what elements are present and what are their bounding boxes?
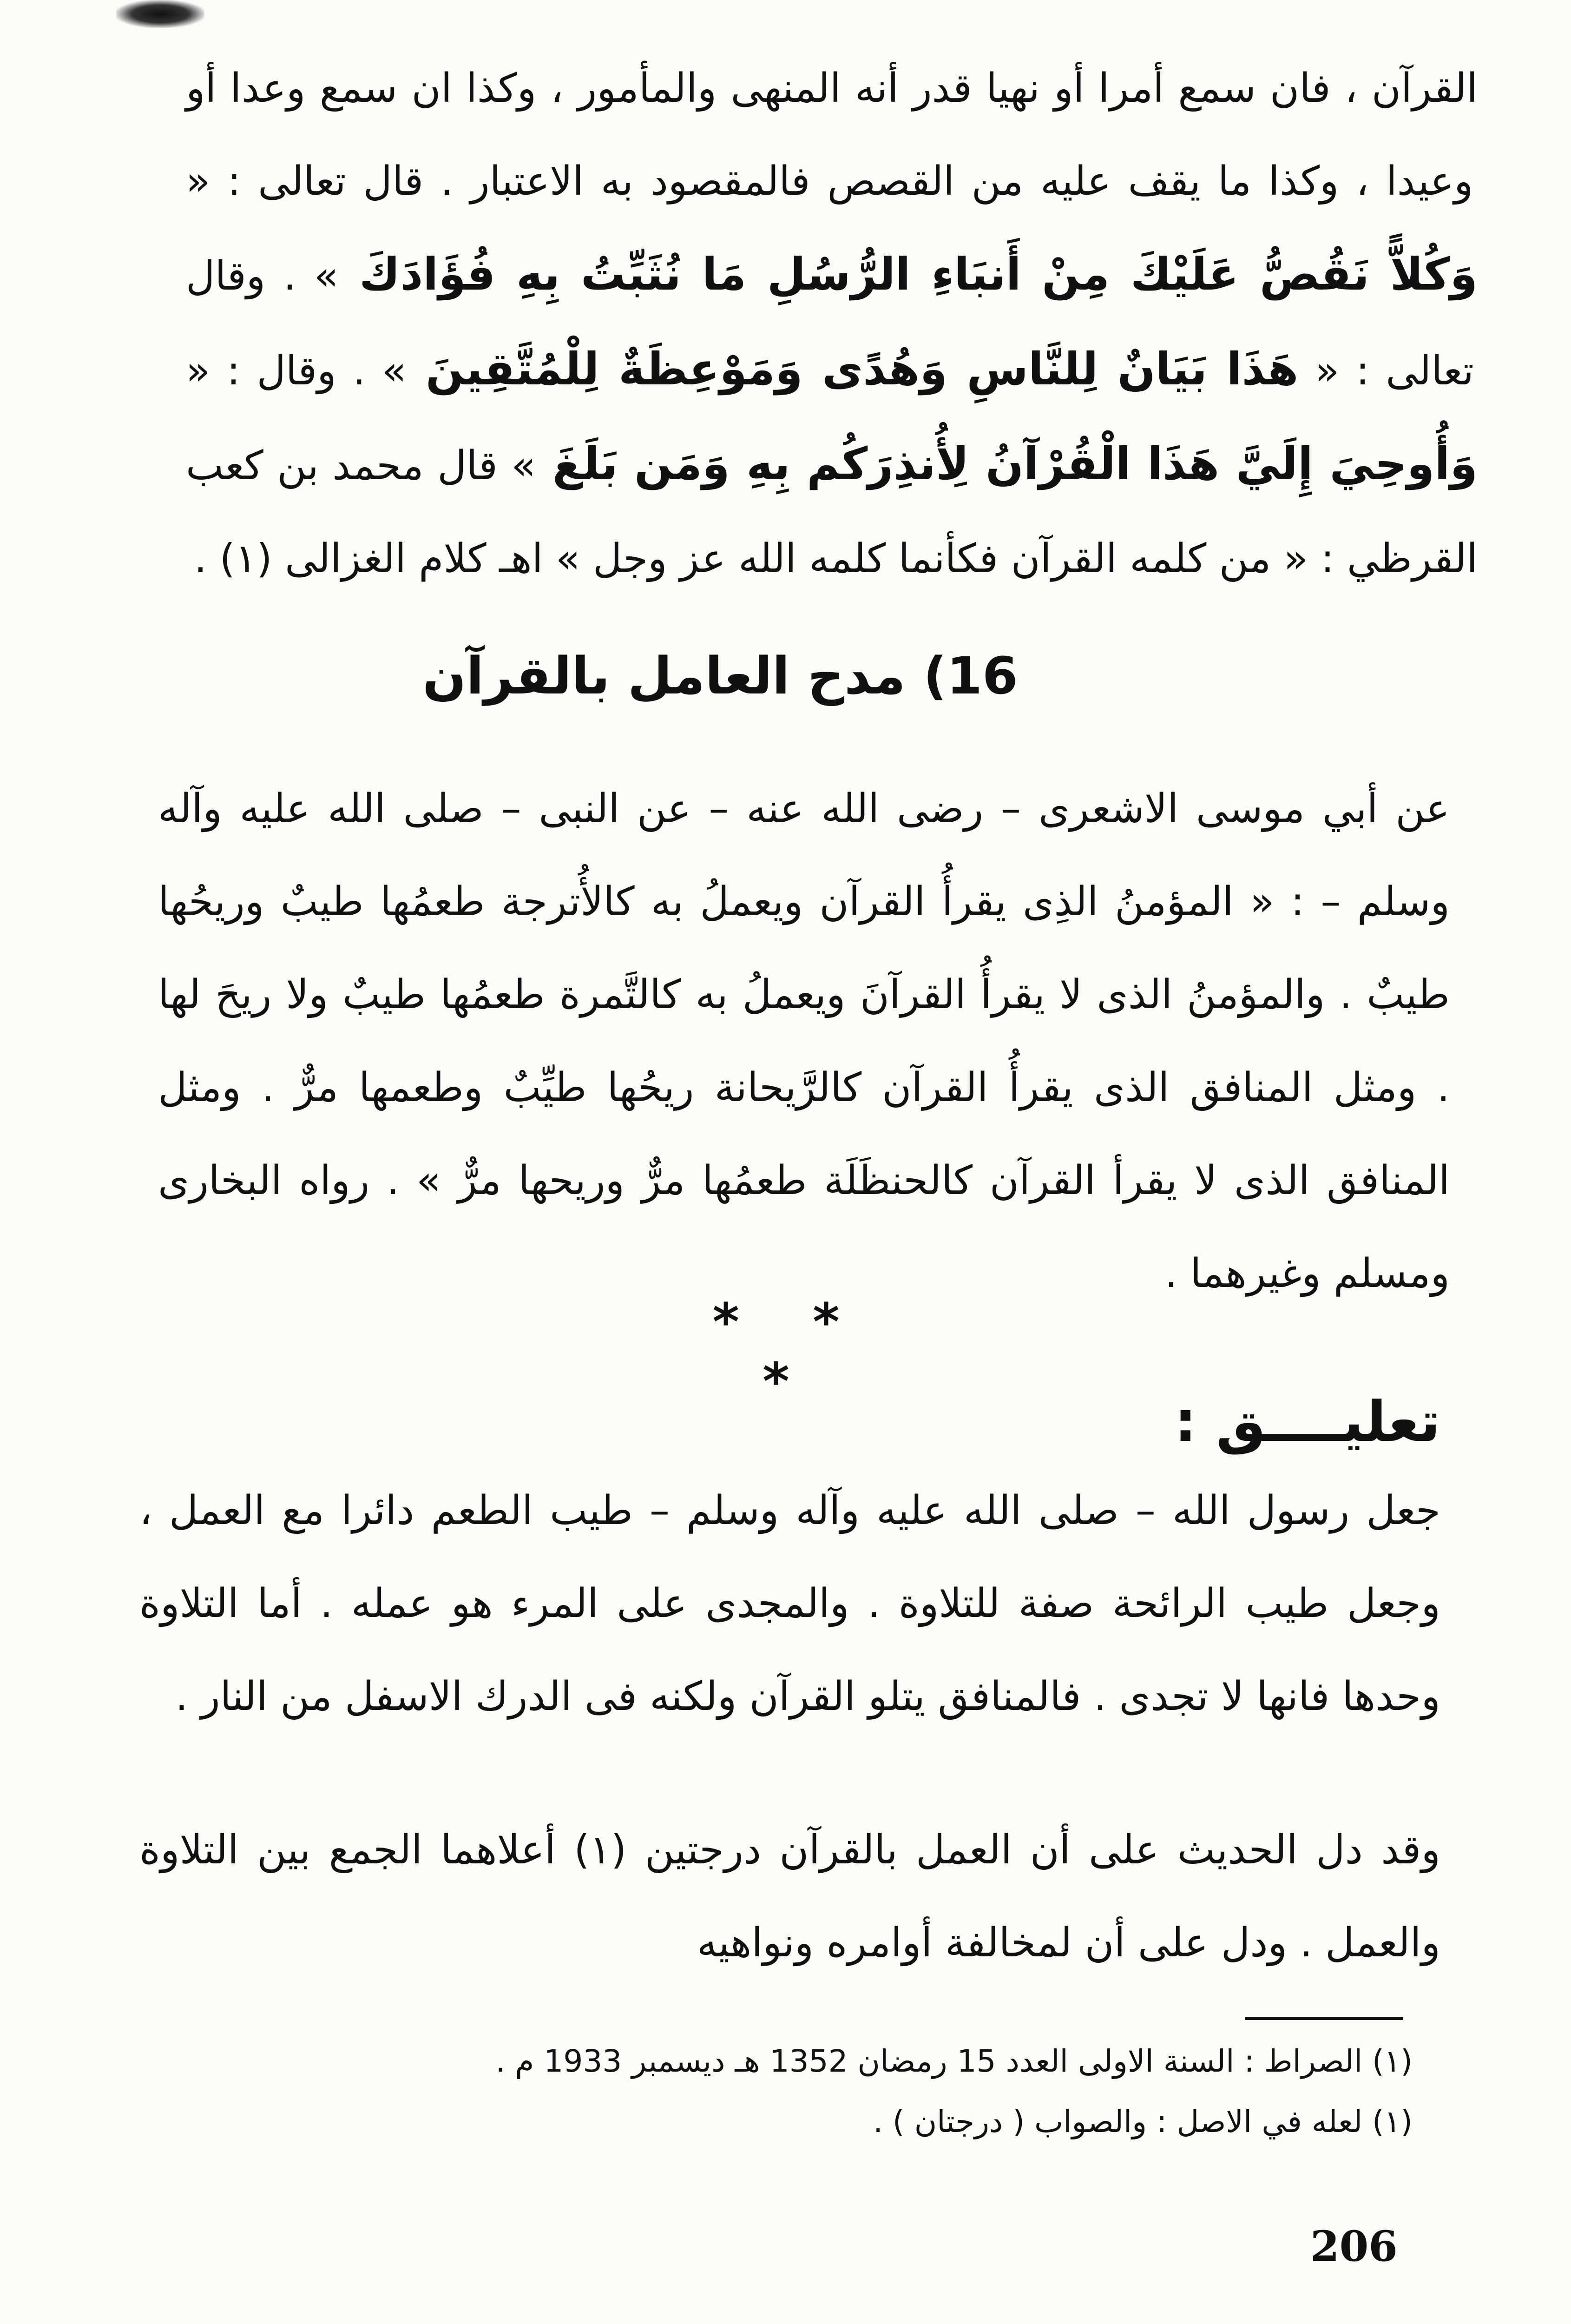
comment-paragraph-1: جعل رسول الله – صلى الله عليه وآله وسلم – طيب الطعم دائرا مع العمل ، وجعل طيب الرائحة صفة للتلاوة . والمجدى على المرء هو عمله . أما التلاوة وحدها فانها لا تجدى . فالمنافق يتلو القرآن ولكنه فى الدرك الاسفل من النار . bbox=[139, 1487, 1440, 1720]
section-heading: 16) مدح العامل بالقرآن bbox=[422, 646, 1018, 706]
section-separator: * * * bbox=[712, 1292, 868, 1411]
intro-paragraph bbox=[186, 42, 1478, 605]
intro-connector-1: » . وقال تعالى : « bbox=[186, 253, 1474, 394]
footnote-divider bbox=[1245, 2017, 1403, 2020]
quran-verse-1: وَكُلاًّ نَقُصُّ عَلَيْكَ مِنْ أَنبَاءِ الرُّسُلِ مَا نُثَبِّتُ بِهِ فُؤَادَكَ bbox=[338, 248, 1478, 300]
quran-verse-2: هَذَا بَيَانٌ لِلنَّاسِ وَهُدًى وَمَوْعِظَةٌ لِلْمُتَّقِينَ bbox=[406, 343, 1299, 395]
footnote-1: (١) الصراط : السنة الاولى العدد 15 رمضان 1352 هـ ديسمبر 1933 م . bbox=[495, 2043, 1413, 2079]
intro-line-3: فالمقصود به الاعتبار . قال تعالى : « bbox=[186, 158, 810, 205]
intro-last-line: كلمه القرآن فكأنما كلمه الله عز وجل » اهـ كلام الغزالى (١) . bbox=[194, 535, 1207, 582]
page-number: 206 bbox=[1310, 2222, 1398, 2271]
quran-verse-3: وَأُوحِيَ إِلَيَّ هَذَا الْقُرْآنُ لِأُنذِرَكُم بِهِ وَمَن بَلَغَ bbox=[536, 438, 1478, 490]
intro-line-2: ان سمع وعدا أو وعيدا ، وكذا ما يقف عليه من القصص bbox=[186, 65, 1473, 205]
scan-smudge bbox=[116, 0, 204, 28]
comment-heading: تعليــــق : bbox=[1174, 1390, 1440, 1454]
footnotes bbox=[158, 2031, 1413, 2152]
hadith-paragraph: عن أبي موسى الاشعرى – رضى الله عنه – عن النبى – صلى الله عليه وآله وسلم – : « المؤمنُ الذِى يقرأُ القرآن ويعملُ به كالأُترجة طعمُها طيبٌ وريحُها طيبٌ . والمؤمنُ الذى لا يقرأُ القرآنَ ويعملُ به كالتَّمرة طعمُها طيبٌ ولا ريحَ لها . ومثل المنافق الذى يقرأُ القرآن كالرَّيحانة ريحُها طيِّبٌ وطعمها مرٌّ . ومثل المنافق الذى لا يقرأ القرآن كالحنظَلَة طعمُها مرٌّ وريحها مرٌّ » . رواه البخارى ومسلم وغيرهما . bbox=[158, 786, 1450, 1297]
intro-connector-2: » . وقال : « bbox=[186, 348, 407, 394]
intro-connector-3: » قال محمد بن كعب القرظي : « من bbox=[186, 442, 1478, 582]
intro-line-1: القرآن ، فان سمع أمرا أو نهيا قدر أنه المنهى والمأمور ، وكذا bbox=[452, 65, 1478, 112]
footnote-2: (١) لعله في الاصل : والصواب ( درجتان ) . bbox=[873, 2104, 1413, 2139]
comment-paragraph-2: وقد دل الحديث على أن العمل بالقرآن درجتين (١) أعلاهما الجمع بين التلاوة والعمل . ودل على أن لمخالفة أوامره ونواهيه bbox=[139, 1827, 1440, 1966]
